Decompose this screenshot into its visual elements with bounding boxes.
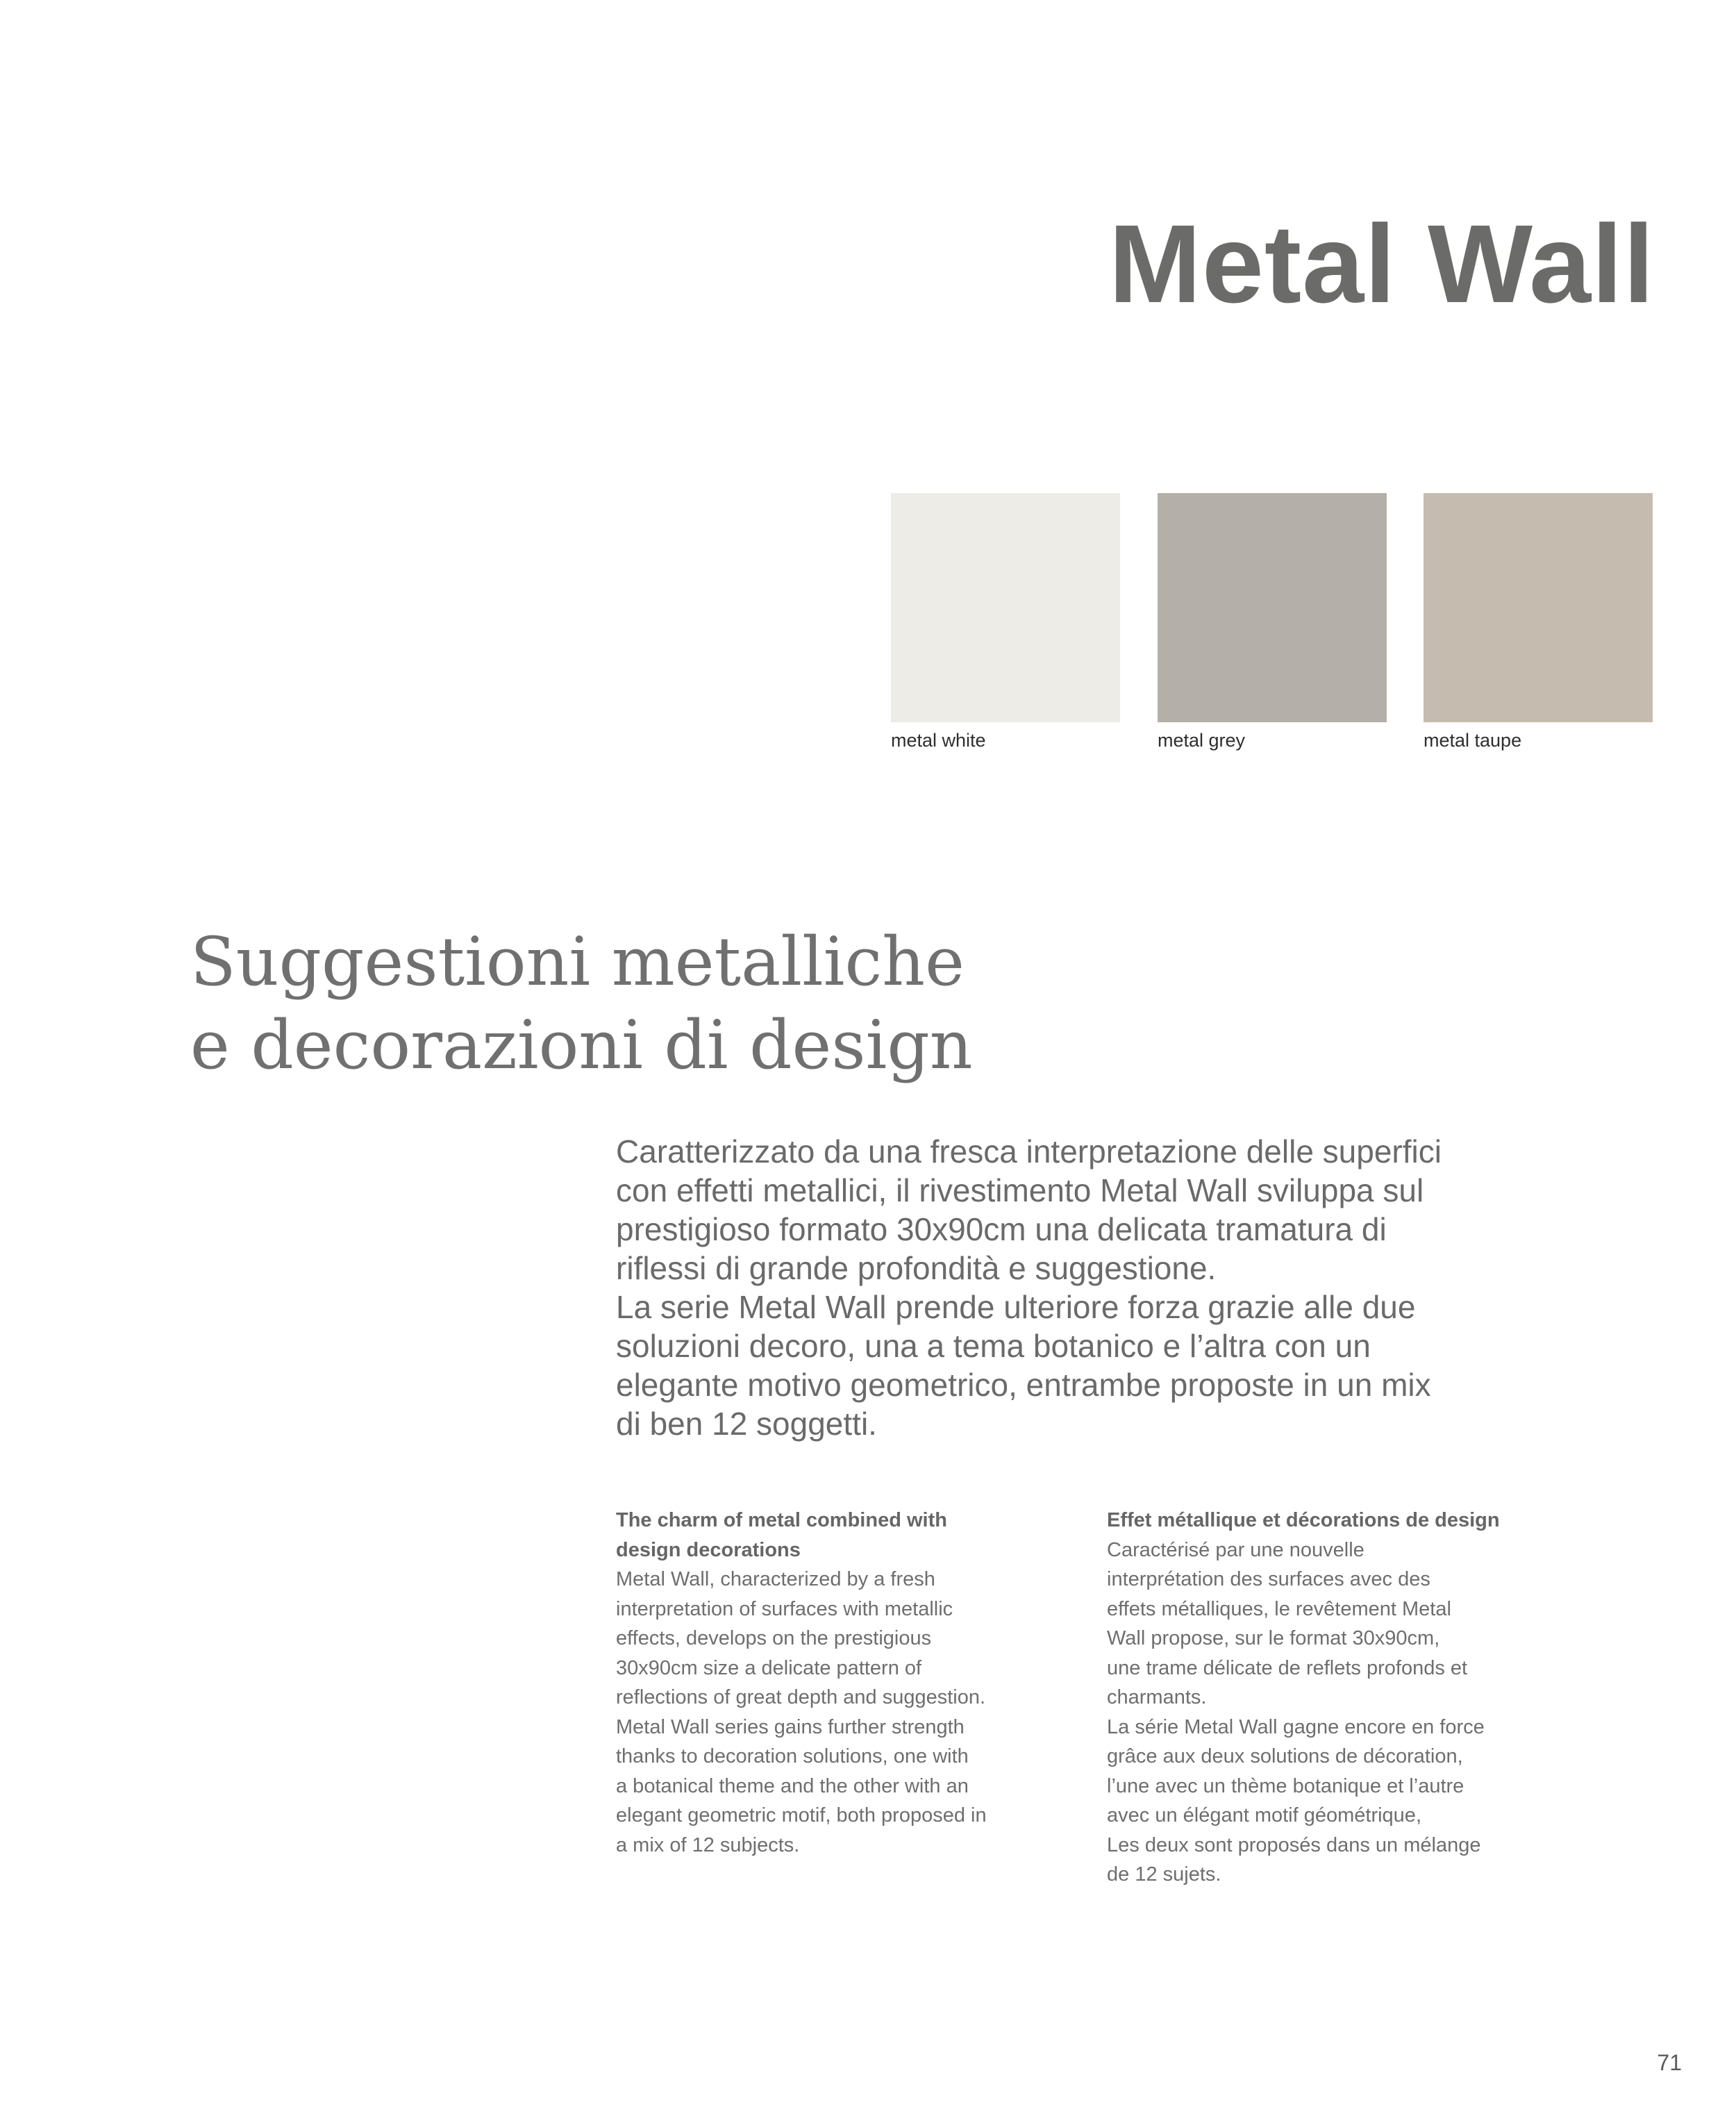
intro-line: prestigioso formato 30x90cm una delicata tramatura di <box>616 1211 1387 1247</box>
french-body-line: interprétation des surfaces avec des <box>1107 1568 1430 1590</box>
french-body-line: Caractérisé par une nouvelle <box>1107 1538 1364 1561</box>
french-body-line: La série Metal Wall gagne encore en force <box>1107 1715 1485 1738</box>
intro-line: elegante motivo geometrico, entrambe proposte in un mix <box>616 1367 1431 1403</box>
swatch-metal-white <box>891 493 1120 753</box>
intro-line: Caratterizzato da una fresca interpretazione delle superfici <box>616 1133 1442 1170</box>
intro-line: con effetti metallici, il rivestimento Metal Wall sviluppa sul <box>616 1172 1424 1208</box>
intro-line: riflessi di grande profondità e suggestione. <box>616 1250 1217 1286</box>
intro-line: di ben 12 soggetti. <box>616 1406 877 1442</box>
page-title: Metal Wall <box>1108 201 1655 326</box>
english-column <box>616 1506 1088 1860</box>
french-body-line: de 12 sujets. <box>1107 1863 1221 1886</box>
english-body-line: 30x90cm size a delicate pattern of <box>616 1656 922 1679</box>
english-body-line: reflections of great depth and suggestion. <box>616 1686 986 1708</box>
french-body-line: Wall propose, sur le format 30x90cm, <box>1107 1627 1440 1649</box>
french-body-line: grâce aux deux solutions de décoration, <box>1107 1745 1463 1767</box>
swatch-tile <box>1424 493 1653 722</box>
english-body-line: thanks to decoration solutions, one with <box>616 1745 969 1767</box>
french-body-line: l’une avec un thème botanique et l’autre <box>1107 1774 1464 1797</box>
intro-paragraph <box>616 1132 1602 1443</box>
english-title-line: The charm of metal combined with <box>616 1509 947 1531</box>
english-body-line: a botanical theme and the other with an <box>616 1774 969 1797</box>
english-body-line: Metal Wall, characterized by a fresh <box>616 1568 935 1590</box>
swatch-label: metal white <box>891 730 986 751</box>
swatch-metal-grey <box>1158 493 1387 753</box>
french-title-line: Effet métallique et décorations de design <box>1107 1509 1500 1531</box>
english-body-line: elegant geometric motif, both proposed in <box>616 1804 987 1826</box>
swatch-tile <box>1158 493 1387 722</box>
swatch-metal-taupe <box>1424 493 1653 753</box>
french-body-line: charmants. <box>1107 1686 1207 1708</box>
heading-line: e decorazioni di design <box>190 1006 973 1084</box>
english-body-line: effects, develops on the prestigious <box>616 1627 932 1649</box>
swatch-label: metal grey <box>1158 730 1246 751</box>
page-number: 71 <box>1657 2050 1682 2075</box>
intro-line: soluzioni decoro, una a tema botanico e l’altra con un <box>616 1328 1371 1364</box>
english-title-line: design decorations <box>616 1538 801 1561</box>
swatch-label: metal taupe <box>1424 730 1522 751</box>
section-heading <box>190 920 973 1087</box>
french-column <box>1107 1506 1579 1890</box>
english-body-line: interpretation of surfaces with metallic <box>616 1597 953 1620</box>
heading-line: Suggestioni metalliche <box>190 923 965 1001</box>
intro-line: La serie Metal Wall prende ulteriore forza grazie alle due <box>616 1289 1416 1325</box>
english-body-line: a mix of 12 subjects. <box>616 1833 800 1856</box>
french-body-line: Les deux sont proposés dans un mélange <box>1107 1833 1481 1856</box>
french-body-line: effets métalliques, le revêtement Metal <box>1107 1597 1451 1620</box>
english-body-line: Metal Wall series gains further strength <box>616 1715 965 1738</box>
swatch-tile <box>891 493 1120 722</box>
french-body-line: une trame délicate de reflets profonds et <box>1107 1656 1468 1679</box>
french-body-line: avec un élégant motif géométrique, <box>1107 1804 1421 1826</box>
